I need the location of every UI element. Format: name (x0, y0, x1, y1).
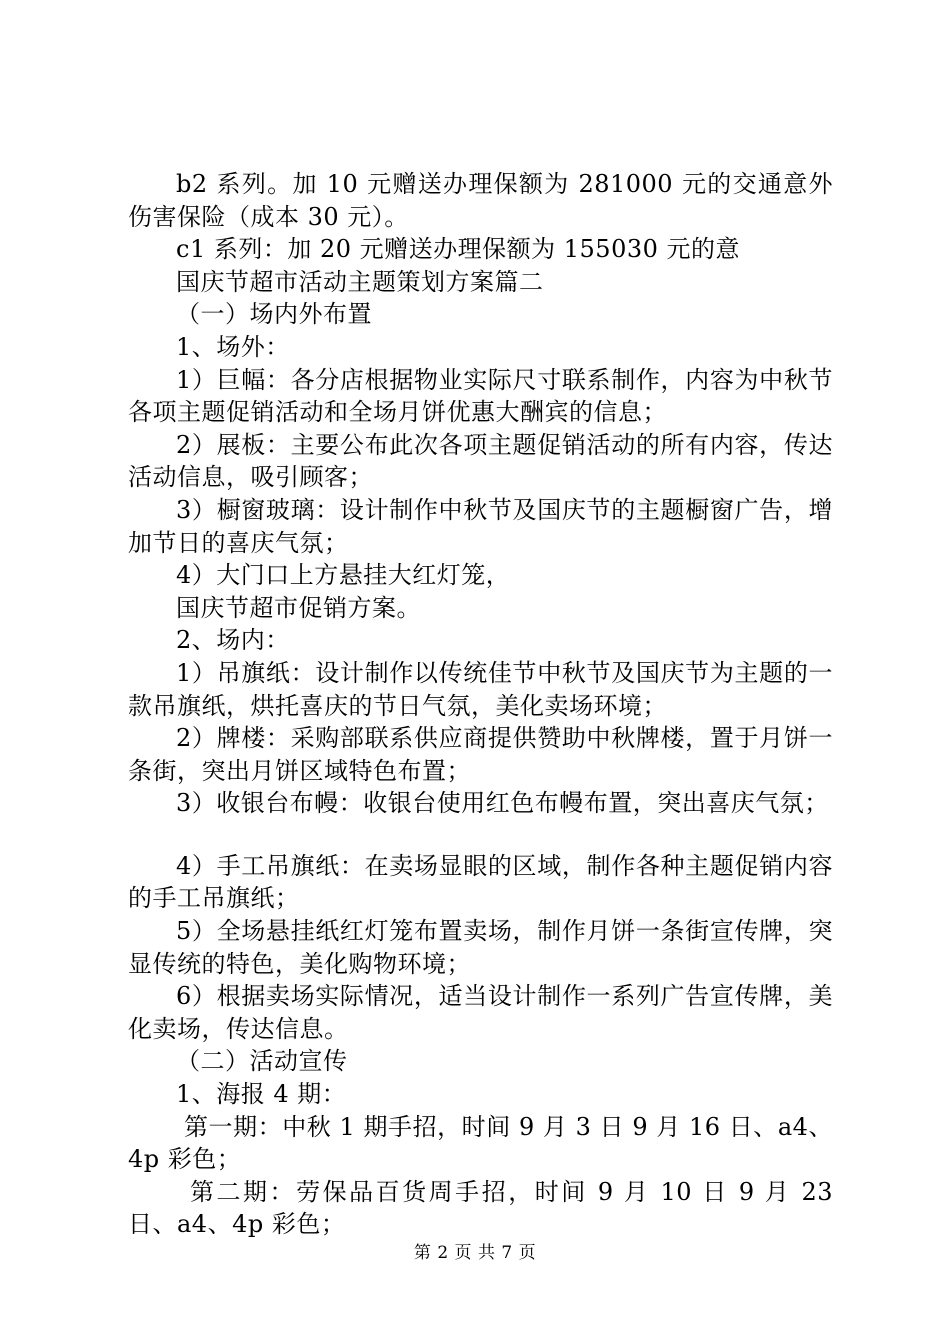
list-item-window-glass: 3）橱窗玻璃：设计制作中秋节及国庆节的主题橱窗广告，增加节日的喜庆气氛； (128, 495, 833, 557)
page-footer: 第 2 页 共 7 页 (413, 1243, 537, 1263)
list-item-issue-one: 第一期：中秋 1 期手招，时间 9 月 3 日 9 月 16 日、a4、4p 彩色； (128, 1112, 833, 1174)
list-item-banner: 1）巨幅：各分店根据物业实际尺寸联系制作，内容为中秋节各项主题促销活动和全场月饼优惠大酬宾的信息； (128, 365, 833, 427)
heading-promotion: （二）活动宣传 (176, 1047, 348, 1076)
heading-outside: 1、场外： (176, 332, 290, 361)
paragraph-promo-plan: 国庆节超市促销方案。 (176, 593, 421, 622)
list-item-issue-two: 第二期：劳保品百货周手招，时间 9 月 10 日 9 月 23 日、a4、4p 彩色； (128, 1177, 833, 1239)
heading-inside: 2、场内： (176, 626, 290, 655)
list-item-display-board: 2）展板：主要公布此次各项主题促销活动的所有内容，传达活动信息，吸引顾客； (128, 430, 833, 492)
list-item-red-lanterns: 5）全场悬挂纸红灯笼布置卖场，制作月饼一条街宣传牌，突显传统的特色，美化购物环境； (128, 917, 833, 978)
list-item-lanterns: 4）大门口上方悬挂大红灯笼， (176, 561, 511, 590)
paragraph-b2-series: b2 系列。加 10 元赠送办理保额为 281000 元的交通意外伤害保险（成本 30 元）。 (128, 170, 833, 231)
blank-line (128, 820, 833, 850)
list-item-checkout-drape: 3）收银台布幔：收银台使用红色布幔布置，突出喜庆气氛； (176, 789, 829, 818)
paragraph-c1-series: c1 系列：加 20 元赠送办理保额为 155030 元的意 (176, 235, 741, 264)
list-item-ad-boards: 6）根据卖场实际情况，适当设计制作一系列广告宣传牌，美化卖场，传达信息。 (128, 982, 833, 1043)
heading-venue-layout: （一）场内外布置 (176, 300, 372, 329)
heading-posters: 1、海报 4 期： (176, 1080, 347, 1109)
section-title: 国庆节超市活动主题策划方案篇二 (176, 267, 544, 296)
list-item-archway: 2）牌楼：采购部联系供应商提供赞助中秋牌楼，置于月饼一条街，突出月饼区域特色布置； (128, 724, 833, 785)
list-item-hanging-flags: 1）吊旗纸：设计制作以传统佳节中秋节及国庆节为主题的一款吊旗纸，烘托喜庆的节日气氛，美化卖场环境； (128, 658, 833, 720)
list-item-handmade-flags: 4）手工吊旗纸：在卖场显眼的区域，制作各种主题促销内容的手工吊旗纸； (128, 851, 833, 913)
document-body (128, 168, 833, 1241)
